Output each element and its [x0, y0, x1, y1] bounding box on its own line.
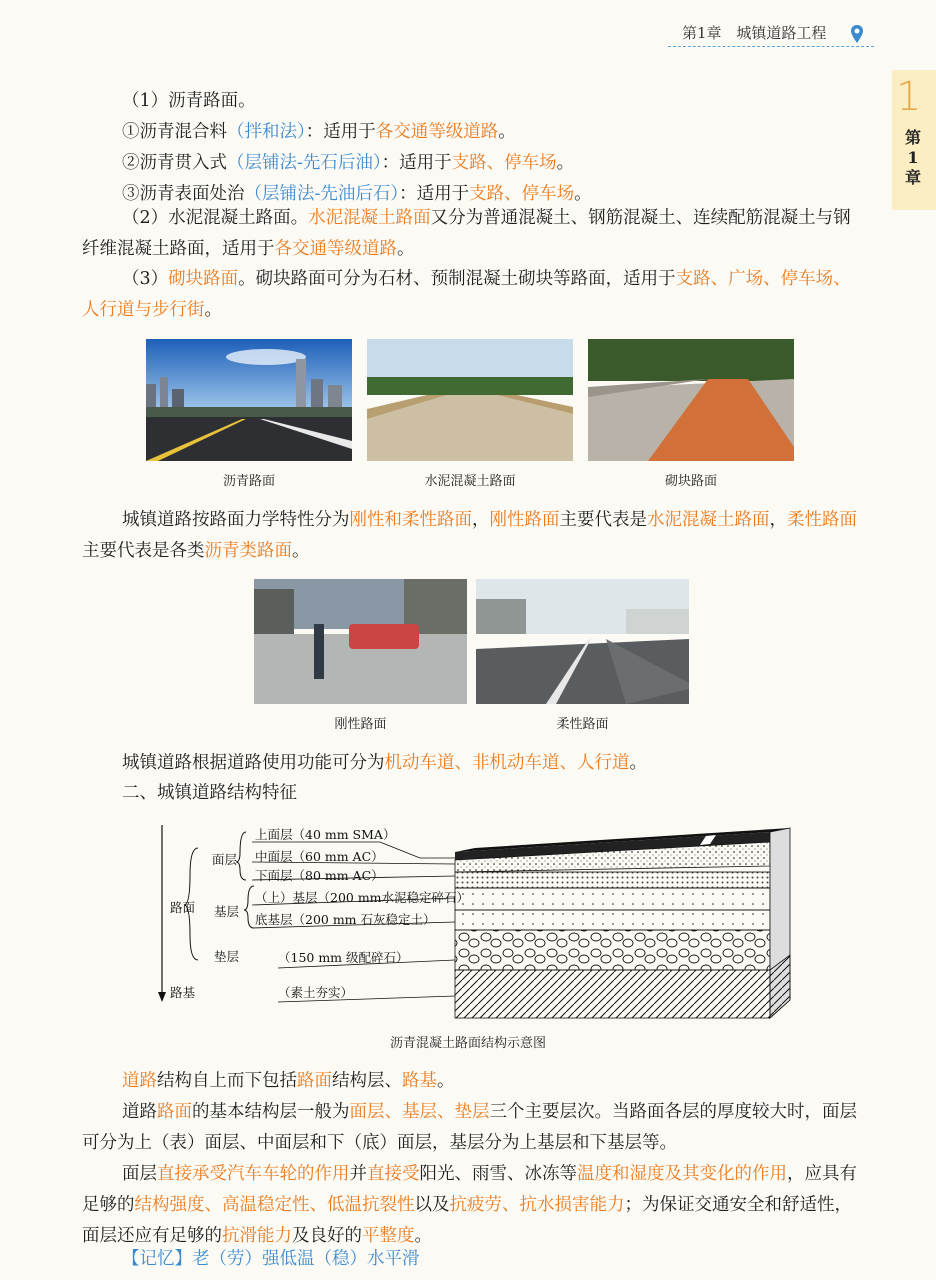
- highlight-text: 温度和湿度及其变化的作用: [577, 1164, 787, 1184]
- caption-block: 砌块路面: [664, 474, 717, 489]
- text: ；为保证交通安全和舒适性，面层还应有足够的: [82, 1195, 852, 1246]
- label-soil-layer: （素土夯实）: [278, 985, 354, 1000]
- highlight-text: 路基: [402, 1071, 437, 1091]
- paragraph-layers: [82, 1097, 866, 1159]
- rigid-pavement-photo: [254, 579, 467, 704]
- caption-concrete: 水泥混凝土路面: [424, 474, 516, 489]
- text: 三个主要层次。当路面各层的厚度较大时，面层可分为上（表）面层、中面层和下（底）面层，基层分为上基层和下基层等。: [82, 1102, 857, 1153]
- highlight-text: 抗疲劳、抗水损害能力: [449, 1195, 625, 1215]
- highlight-text: 砌块路面: [168, 269, 239, 289]
- text: ：适用于: [381, 153, 452, 173]
- label-cushion: 垫层: [214, 949, 240, 964]
- highlight-text: 抗滑能力: [222, 1226, 292, 1246]
- highlight-text: 沥青类路面: [204, 541, 292, 561]
- text: 阳光、雨雪、冰冻等: [419, 1164, 577, 1184]
- paragraph-asphalt-penetration: ②沥青贯入式（层铺法-先石后油）：适用于支路、停车场。: [122, 153, 575, 173]
- concrete-road-photo: [367, 339, 573, 461]
- highlight-text: 结构强度、高温稳定性、低温抗裂性: [134, 1195, 415, 1215]
- label-upper-surface: 上面层（40 mm SMA）: [255, 827, 396, 842]
- highlight-text: 各交通等级道路: [375, 122, 499, 142]
- highlight-text: 路面: [157, 1102, 192, 1122]
- text: ：适用于: [399, 184, 470, 204]
- paragraph-asphalt-surface: ③沥青表面处治（层铺法-先油后石）：适用于支路、停车场。: [122, 184, 592, 204]
- caption-flexible: 柔性路面: [556, 717, 609, 732]
- text: ②沥青贯入式: [122, 153, 227, 173]
- label-middle-surface: 中面层（60 mm AC）: [255, 849, 384, 864]
- text: 又分为普通混凝土、钢筋混凝土、连续配筋混凝土与钢纤维混凝土路面，适用于: [82, 208, 851, 259]
- pavement-structure-diagram: [150, 820, 800, 1020]
- text: 结构自上而下包括: [157, 1071, 297, 1091]
- caption-rigid: 刚性路面: [334, 717, 387, 732]
- chapter-title: 城镇道路工程: [736, 24, 827, 42]
- paragraph-asphalt: [82, 86, 866, 117]
- text: ③沥青表面处治: [122, 184, 245, 204]
- chapter-number: 第1章: [682, 24, 722, 42]
- paragraph-concrete: （2）水泥混凝土路面。水泥混凝土路面又分为普通混凝土、钢筋混凝土、连续配筋混凝土与钢纤维混凝土路面，适用于各交通等级道路。: [82, 208, 851, 259]
- paragraph-mechanical: 城镇道路按路面力学特性分为刚性和柔性路面，刚性路面主要代表是水泥混凝土路面，柔性路面主要代表是各类沥青类路面。: [82, 510, 857, 561]
- highlight-text: 刚性和柔性路面: [349, 510, 472, 530]
- text: 城镇道路按路面力学特性分为: [122, 510, 350, 530]
- highlight-text: 面层、基层、垫层: [349, 1102, 490, 1122]
- text: ：适用于: [305, 122, 376, 142]
- highlight-text: 各交通等级道路: [274, 239, 397, 259]
- highlight-text: 支路、停车场: [469, 184, 575, 204]
- chapter-tab-number: 1: [896, 74, 922, 120]
- text: 并: [349, 1164, 367, 1184]
- text: ，: [472, 510, 490, 530]
- text: 面层: [122, 1164, 157, 1184]
- flexible-pavement-photo: [476, 579, 689, 704]
- location-pin-icon: [850, 24, 864, 48]
- text: 的基本结构层一般为: [192, 1102, 350, 1122]
- chapter-tab-label: 第1章: [904, 128, 921, 187]
- highlight-text: 直接承受汽车车轮的作用: [157, 1164, 350, 1184]
- paragraph-function: 城镇道路根据道路使用功能可分为机动车道、非机动车道、人行道。: [122, 753, 647, 773]
- highlight-text: 机动车道、非机动车道、人行道: [384, 753, 630, 773]
- block-pavement-photo: [588, 339, 794, 461]
- text: 以及: [414, 1195, 450, 1215]
- text: 结构层、: [332, 1071, 402, 1091]
- paragraph-asphalt-mix: ①沥青混合料（拌和法）：适用于各交通等级道路。: [122, 122, 516, 142]
- highlight-text: 刚性路面: [489, 510, 560, 530]
- heading-text: 二、城镇道路结构特征: [122, 783, 297, 803]
- text: ，应具有足够的: [82, 1164, 857, 1215]
- highlight-text: 直接受: [367, 1164, 420, 1184]
- caption-asphalt: 沥青路面: [222, 474, 275, 489]
- method-text: （拌和法）: [227, 122, 306, 142]
- highlight-text: 支路、停车场: [451, 153, 557, 173]
- highlight-text: 路面: [297, 1071, 332, 1091]
- text: 。砌块路面可分为石材、预制混凝土砌块等路面，适用于: [238, 269, 676, 289]
- label-surface: 面层: [212, 852, 238, 867]
- text: 道路: [122, 1102, 157, 1122]
- asphalt-road-photo: [146, 339, 352, 461]
- memory-tip: [82, 1244, 866, 1275]
- text: （1）沥青路面。: [122, 91, 256, 111]
- text: ，: [769, 510, 787, 530]
- label-base: 基层: [214, 904, 240, 919]
- highlight-text: 支路、广场、停车场、人行道与步行街: [82, 269, 851, 320]
- label-subgrade: 路基: [170, 985, 196, 1000]
- header-divider: [668, 46, 874, 47]
- text: 主要代表是各类: [82, 541, 205, 561]
- text: 主要代表是: [559, 510, 647, 530]
- running-header: [682, 22, 826, 43]
- text: 城镇道路根据道路使用功能可分为: [122, 753, 385, 773]
- paragraph-surface-requirements: 面层直接承受汽车车轮的作用并直接受阳光、雨雪、冰冻等温度和湿度及其变化的作用，应具有足够的结构强度、高温稳定性、低温抗裂性以及抗疲劳、抗水损害能力；为保证交通安全和舒适性，面层还应有足够的抗滑能力及良好的平整度。: [82, 1164, 857, 1246]
- text: （2）水泥混凝土路面。: [122, 208, 309, 228]
- highlight-text: 道路: [122, 1071, 157, 1091]
- paragraph-structure: 道路结构自上而下包括路面结构层、路基。: [122, 1071, 455, 1091]
- highlight-text: 平整度: [362, 1226, 415, 1246]
- text: 及良好的: [292, 1226, 362, 1246]
- highlight-text: 水泥混凝土路面: [308, 208, 431, 228]
- highlight-text: 水泥混凝土路面: [647, 510, 770, 530]
- memory-text: 【记忆】老（劳）强低温（稳）水平滑: [122, 1249, 420, 1269]
- paragraph-block: （3）砌块路面。砌块路面可分为石材、预制混凝土砌块等路面，适用于支路、广场、停车场、人行道与步行街。: [82, 269, 851, 320]
- label-pavement: 路面: [170, 900, 196, 915]
- label-cushion-layer: （150 mm 级配碎石）: [278, 950, 409, 965]
- label-upper-base: （上）基层（200 mm水泥稳定碎石）: [255, 890, 470, 905]
- text: （3）: [122, 269, 169, 289]
- section-heading: [82, 778, 866, 809]
- label-subbase: 底基层（200 mm 石灰稳定土）: [255, 912, 436, 927]
- method-text: （层铺法-先石后油）: [227, 153, 382, 173]
- caption-diagram: 沥青混凝土路面结构示意图: [389, 1036, 546, 1051]
- method-text: （层铺法-先油后石）: [244, 184, 400, 204]
- text: ①沥青混合料: [122, 122, 227, 142]
- label-lower-surface: 下面层（80 mm AC）: [255, 868, 384, 883]
- highlight-text: 柔性路面: [787, 510, 857, 530]
